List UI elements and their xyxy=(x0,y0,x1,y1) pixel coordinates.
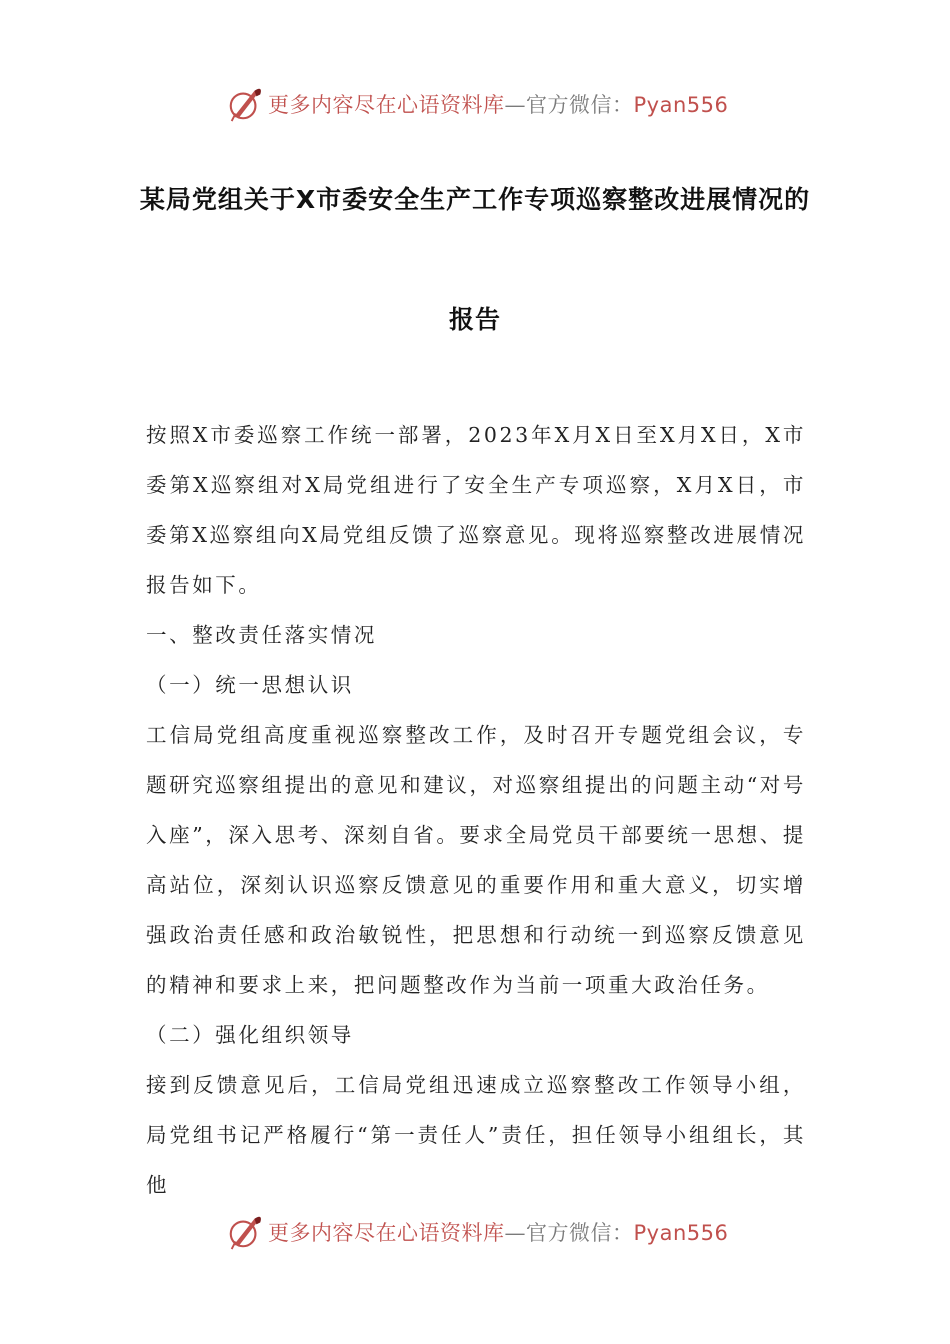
document-body xyxy=(146,410,806,1210)
footer-banner-text: 更多内容尽在心语资料库—官方微信：Pyan556 xyxy=(268,1221,729,1245)
header-banner xyxy=(0,84,950,124)
subsection-1-heading: （一）统一思想认识 xyxy=(146,673,354,697)
intro-paragraph: 按照X市委巡察工作统一部署，2023年X月X日至X月X日，X市委第X巡察组对X局党组进行了安全生产专项巡察，X月X日，市委第X巡察组向X局党组反馈了巡察意见。现将巡察整改进展情况报告如下。 xyxy=(146,423,806,597)
document-title-line-2: 报告 xyxy=(448,305,501,334)
subsection-2-heading: （二）强化组织领导 xyxy=(146,1023,354,1047)
subsection-1-paragraph: 工信局党组高度重视巡察整改工作，及时召开专题党组会议，专题研究巡察组提出的意见和建议，对巡察组提出的问题主动“对号入座”，深入思考、深刻自省。要求全局党员干部要统一思想、提高站位，深刻认识巡察反馈意见的重要作用和重大意义，切实增强政治责任感和政治敏锐性，把思想和行动统一到巡察反馈意见的精神和要求上来，把问题整改作为当前一项重大政治任务。 xyxy=(146,723,806,997)
quill-logo-icon xyxy=(226,1213,264,1251)
quill-logo-icon xyxy=(226,85,264,123)
header-banner-text: 更多内容尽在心语资料库—官方微信：Pyan556 xyxy=(268,93,729,117)
footer-banner xyxy=(0,1212,950,1252)
document-title-line-1: 某局党组关于X市委安全生产工作专项巡察整改进展情况的 xyxy=(139,185,811,214)
section-1-heading: 一、整改责任落实情况 xyxy=(146,623,377,647)
subsection-2-paragraph: 接到反馈意见后，工信局党组迅速成立巡察整改工作领导小组，局党组书记严格履行“第一责任人”责任，担任领导小组组长，其他 xyxy=(146,1073,806,1197)
